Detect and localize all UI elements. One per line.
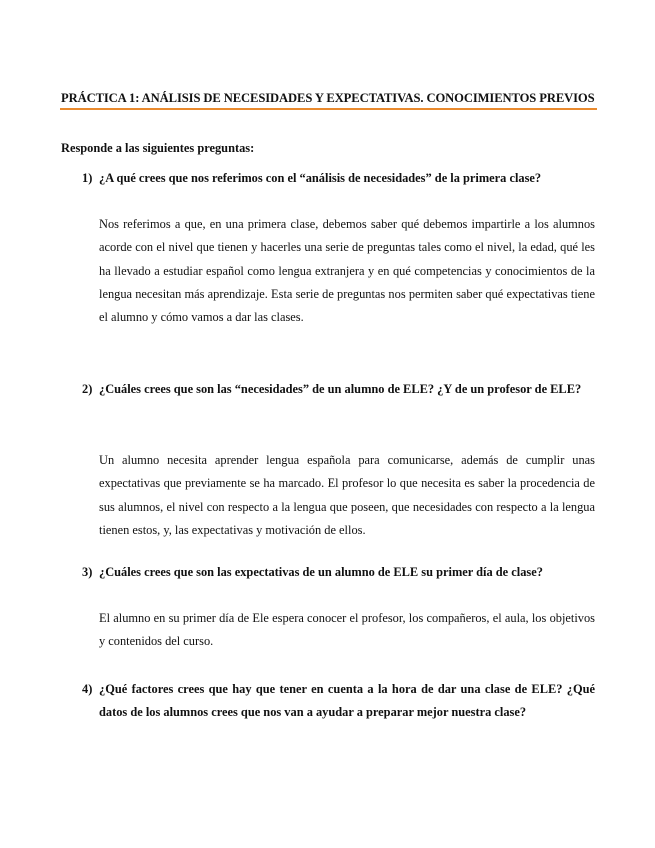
question-text: ¿Cuáles crees que son las expectativas de un alumno de ELE su primer día de clase? bbox=[99, 565, 543, 579]
answer-1: Nos referimos a que, en una primera clase, debemos saber qué debemos impartirle a los alumnos acorde con el nivel que tienen y hacerles una serie de preguntas tales como el nivel, la edad, qué les ha llevado a estudiar español como lengua extranjera y en qué competencias y conocimientos de la lengua necesitan más aprendizaje. Esta serie de preguntas nos permiten saber qué expectativas tiene el alumno y cómo vamos a dar las clases. bbox=[99, 217, 595, 325]
question-4 bbox=[82, 678, 595, 724]
answer-2: Un alumno necesita aprender lengua española para comunicarse, además de cumplir unas expectativas que previamente se ha marcado. El profesor lo que necesita es saber la procedencia de sus alumnos, el nivel con respecto a la lengua que poseen, que necesidades con respecto a la lengua tienen estos, y, las expectativas y motivación de ellos. bbox=[99, 453, 595, 537]
question-text: ¿Qué factores crees que hay que tener en cuenta a la hora de dar una clase de ELE? ¿Qué datos de los alumnos crees que nos van a ayudar a preparar mejor nuestra clase? bbox=[99, 682, 595, 719]
document-title: PRÁCTICA 1: ANÁLISIS DE NECESIDADES Y EXPECTATIVAS. CONOCIMIENTOS PREVIOS bbox=[61, 91, 595, 105]
question-1 bbox=[82, 167, 595, 190]
question-text: ¿Cuáles crees que son las “necesidades” de un alumno de ELE? ¿Y de un profesor de ELE? bbox=[99, 382, 582, 396]
title-underline bbox=[60, 108, 597, 110]
answer-3: El alumno en su primer día de Ele espera conocer el profesor, los compañeros, el aula, los objetivos y contenidos del curso. bbox=[99, 611, 595, 649]
question-number: 4) bbox=[82, 682, 93, 696]
instructions-heading: Responde a las siguientes preguntas: bbox=[61, 141, 255, 155]
question-2 bbox=[82, 378, 595, 401]
question-number: 2) bbox=[82, 382, 93, 396]
question-number: 3) bbox=[82, 565, 93, 579]
question-3 bbox=[82, 561, 595, 584]
question-text: ¿A qué crees que nos referimos con el “análisis de necesidades” de la primera clase? bbox=[99, 171, 542, 185]
question-number: 1) bbox=[82, 171, 93, 185]
